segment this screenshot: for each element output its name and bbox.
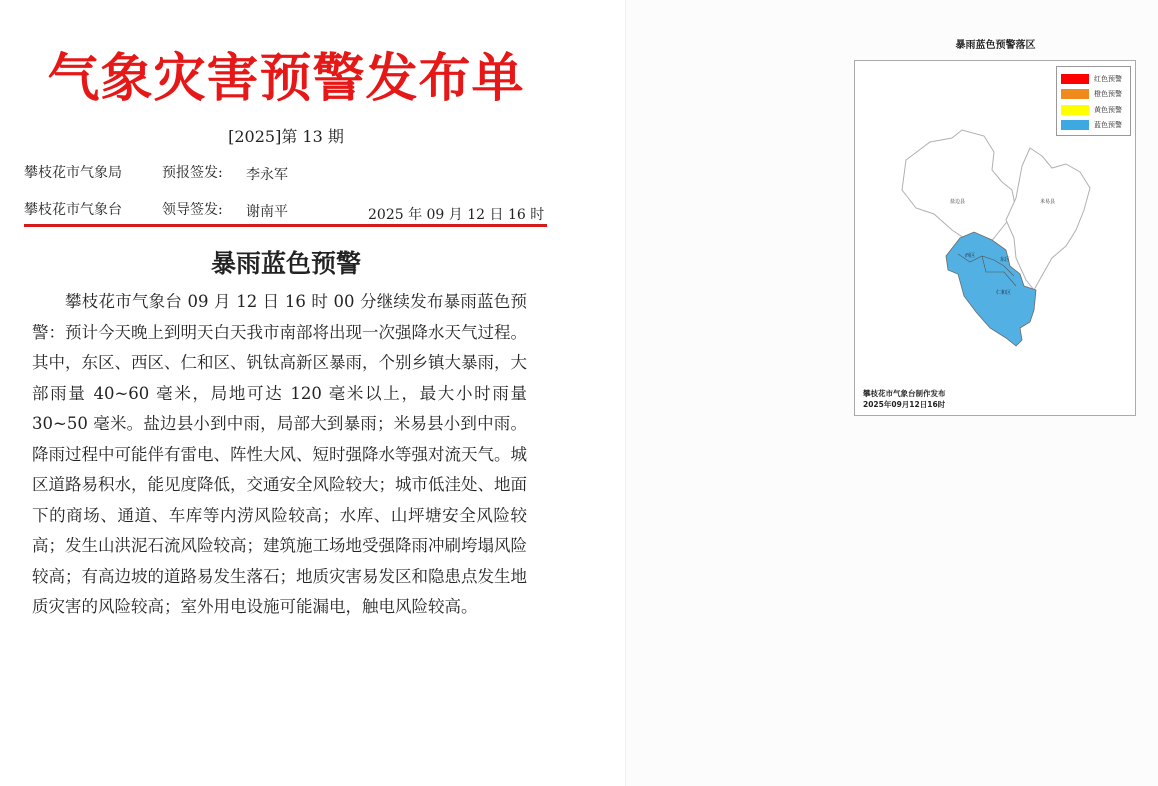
legend-swatch-blue bbox=[1061, 120, 1089, 130]
document-title: 气象灾害预警发布单 bbox=[47, 49, 525, 109]
forecast-signer-name: 李永军 bbox=[246, 167, 288, 183]
legend-item-blue bbox=[1061, 118, 1126, 134]
legend-swatch-red bbox=[1061, 74, 1089, 84]
issuing-org-2: 攀枝花市气象台 bbox=[24, 202, 122, 218]
issue-number: [2025]第 13 期 bbox=[228, 127, 344, 146]
legend-item-orange bbox=[1061, 87, 1126, 103]
legend-label-yellow: 黄色预警 bbox=[1094, 105, 1122, 114]
legend-item-yellow bbox=[1061, 102, 1126, 118]
map-datetime: 2025年09月12日16时 bbox=[863, 400, 946, 409]
region-label-yanbian: 盐边县 bbox=[950, 199, 966, 205]
leader-signer-name: 谢南平 bbox=[246, 204, 288, 220]
legend-label-blue: 蓝色预警 bbox=[1094, 121, 1122, 130]
legend-item-red bbox=[1061, 71, 1126, 87]
legend-swatch-yellow bbox=[1061, 105, 1089, 115]
forecast-signer-label: 预报签发: bbox=[162, 165, 223, 181]
region-yanbian bbox=[902, 130, 1016, 248]
map-producer: 攀枝花市气象台制作发布 bbox=[863, 389, 946, 398]
region-label-dongqu: 东区 bbox=[1000, 257, 1011, 263]
region-label-miyi: 米易县 bbox=[1040, 199, 1056, 205]
leader-signer-label: 领导签发: bbox=[162, 202, 223, 218]
issue-datetime: 2025 年 09 月 12 日 16 时 bbox=[368, 207, 545, 223]
map-title: 暴雨蓝色预警落区 bbox=[955, 40, 1036, 51]
legend-label-red: 红色预警 bbox=[1094, 74, 1122, 83]
region-miyi bbox=[1006, 148, 1090, 290]
warning-heading: 暴雨蓝色预警 bbox=[210, 249, 361, 278]
legend-label-orange: 橙色预警 bbox=[1094, 90, 1122, 99]
red-divider bbox=[24, 224, 547, 227]
warning-body: 攀枝花市气象台 09 月 12 日 16 时 00 分继续发布暴雨蓝色预警：预计今天晚上到明天白天我市南部将出现一次强降水天气过程。其中，东区、西区、仁和区、钒钛高新区暴雨，个别乡镇大暴雨，大部雨量 40~60 毫米，局地可达 120 毫米以上，最大小时雨量 30~50 毫米。盐边县小到中雨，局部大到暴雨；米易县小到中雨。降雨过程中可能伴有雷电、阵性大风、短时强降水等强对流天气。城区道路易积水，能见度降低，交通安全风险较大；城市低洼处、地面下的商场、通道、车库等内涝风险较高；水库、山坪塘安全风险较高；发生山洪泥石流风险较高；建筑施工场地受强降雨冲刷垮塌风险较高；有高边坡的道路易发生落石；地质灾害易发区和隐患点发生地质灾害的风险较高；室外用电设施可能漏电，触电风险较高。 bbox=[32, 292, 527, 616]
region-label-renhe: 仁和区 bbox=[996, 290, 1012, 296]
legend-swatch-orange bbox=[1061, 89, 1089, 99]
issuing-org-1: 攀枝花市气象局 bbox=[24, 165, 122, 181]
region-label-xiqu: 西区 bbox=[965, 253, 976, 259]
map-legend bbox=[1056, 66, 1131, 136]
